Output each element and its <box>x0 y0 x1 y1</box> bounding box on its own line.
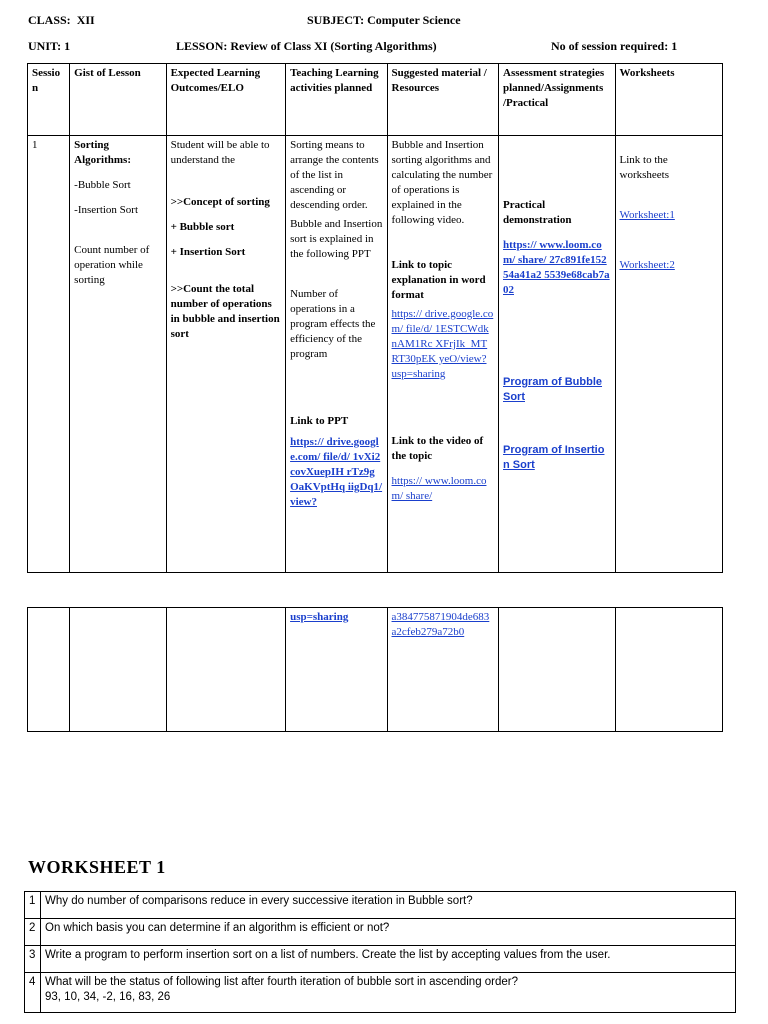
class-label: CLASS: XII <box>28 13 95 27</box>
cont-gist <box>70 608 166 732</box>
assessment-cell <box>499 136 616 573</box>
elo-concept: >>Concept of sorting <box>170 196 270 208</box>
cont-material <box>387 608 498 732</box>
col-header-elo: Expected Learning Outcomes/ELO <box>166 64 286 136</box>
col-header-assessment: Assessment strategies planned/Assignments /Practical <box>499 64 616 136</box>
lesson-plan-table-continued <box>27 607 723 732</box>
col-header-session: Session <box>28 64 70 136</box>
loom-practical-link[interactable]: https:// www.loom.com/ share/ 27c891fe15254a41a2 5539e68cab7a02 <box>503 239 610 296</box>
question-number: 1 <box>25 892 41 919</box>
bubble-program-link[interactable]: Program of Bubble Sort <box>503 376 603 403</box>
table-row <box>25 973 736 1013</box>
worksheets-intro: Link to the worksheets <box>619 154 669 181</box>
video-link[interactable]: https:// www.loom.com/ share/ <box>391 475 487 502</box>
worksheet-1-link[interactable]: Worksheet:1 <box>619 209 675 221</box>
class-value: XII <box>76 13 95 27</box>
cont-session <box>28 608 70 732</box>
ppt-link[interactable]: https:// drive.google.com/ file/d/ 1vXi2covXuepIH rTz9gOaKVptHq iigDq1/view? <box>290 436 383 508</box>
cont-worksheets <box>615 608 723 732</box>
worksheet-table <box>24 891 736 1013</box>
elo-count: >>Count the total number of operations in bubble and insertion sort <box>170 283 280 340</box>
ppt-link-continued[interactable]: usp=sharing <box>290 611 349 623</box>
table-row <box>25 946 736 973</box>
gist-count: Count number of operation while sorting <box>74 244 150 286</box>
elo-cell <box>166 136 286 573</box>
table-row <box>28 608 723 732</box>
teaching-cell <box>286 136 387 573</box>
teaching-sorting-def: Sorting means to arrange the contents of the list in ascending or descending order. <box>290 139 379 211</box>
table-row <box>25 919 736 946</box>
session-number: 1 <box>28 136 70 573</box>
subject-label: SUBJECT: Computer Science <box>307 13 461 27</box>
ppt-link-label: Link to PPT <box>290 415 349 427</box>
video-link-label: Link to the video of the topic <box>391 435 484 462</box>
table-row <box>25 892 736 919</box>
elo-bubble: + Bubble sort <box>170 221 235 233</box>
question-text: Why do number of comparisons reduce in every successive iteration in Bubble sort? <box>41 892 736 919</box>
teaching-efficiency: Number of operations in a program effects the efficiency of the program <box>290 288 376 360</box>
material-video-desc: Bubble and Insertion sorting algorithms and calculating the number of operations is explained in the following video. <box>391 139 493 226</box>
gist-item-bubble: -Bubble Sort <box>74 179 131 191</box>
question-text: On which basis you can determine if an algorithm is efficient or not? <box>41 919 736 946</box>
question-text: Write a program to perform insertion sort on a list of numbers. Create the list by accepting values from the user. <box>41 946 736 973</box>
cont-assessment <box>499 608 616 732</box>
question-cell <box>41 973 736 1013</box>
unit-label: UNIT: 1 <box>28 39 71 53</box>
word-link-label: Link to topic explanation in word format <box>391 259 486 301</box>
insertion-program-link[interactable]: Program of Insertion Sort <box>503 444 605 471</box>
video-link-continued[interactable]: a384775871904de683 a2cfeb279a72b0 <box>391 611 490 638</box>
question-number: 2 <box>25 919 41 946</box>
question-number: 4 <box>25 973 41 1013</box>
gist-item-insertion: -Insertion Sort <box>74 204 139 216</box>
col-header-gist: Gist of Lesson <box>70 64 166 136</box>
table-header-row <box>28 64 723 136</box>
question-text: What will be the status of following list after fourth iteration of bubble sort in ascending order? <box>45 976 519 988</box>
gist-cell <box>70 136 166 573</box>
elo-insertion: + Insertion Sort <box>170 246 246 258</box>
lesson-title: LESSON: Review of Class XI (Sorting Algorithms) <box>176 39 437 53</box>
word-format-link[interactable]: https:// drive.google.com/ file/d/ 1ESTCWdknAM1Rc XFrjIk_MTRT30pEK yeO/view? usp=sharing <box>391 308 494 380</box>
worksheet-title: WORKSHEET 1 <box>28 857 166 877</box>
worksheets-cell <box>615 136 723 573</box>
question-list-values: 93, 10, 34, -2, 16, 83, 26 <box>45 991 171 1003</box>
cont-teaching <box>286 608 387 732</box>
col-header-teaching: Teaching Learning activities planned <box>286 64 387 136</box>
lesson-plan-table <box>27 63 723 573</box>
worksheet-2-link[interactable]: Worksheet:2 <box>619 259 675 271</box>
sessions-required: No of session required: 1 <box>551 39 678 53</box>
col-header-worksheets: Worksheets <box>615 64 723 136</box>
gist-title: Sorting Algorithms: <box>74 139 131 166</box>
teaching-ppt-intro: Bubble and Insertion sort is explained in the following PPT <box>290 218 383 260</box>
subject-value: Computer Science <box>367 13 461 27</box>
cont-elo <box>166 608 286 732</box>
question-number: 3 <box>25 946 41 973</box>
material-cell <box>387 136 498 573</box>
practical-demo: Practical demonstration <box>503 199 572 226</box>
col-header-material: Suggested material / Resources <box>387 64 498 136</box>
table-row <box>28 136 723 573</box>
elo-intro: Student will be able to understand the <box>170 139 270 166</box>
